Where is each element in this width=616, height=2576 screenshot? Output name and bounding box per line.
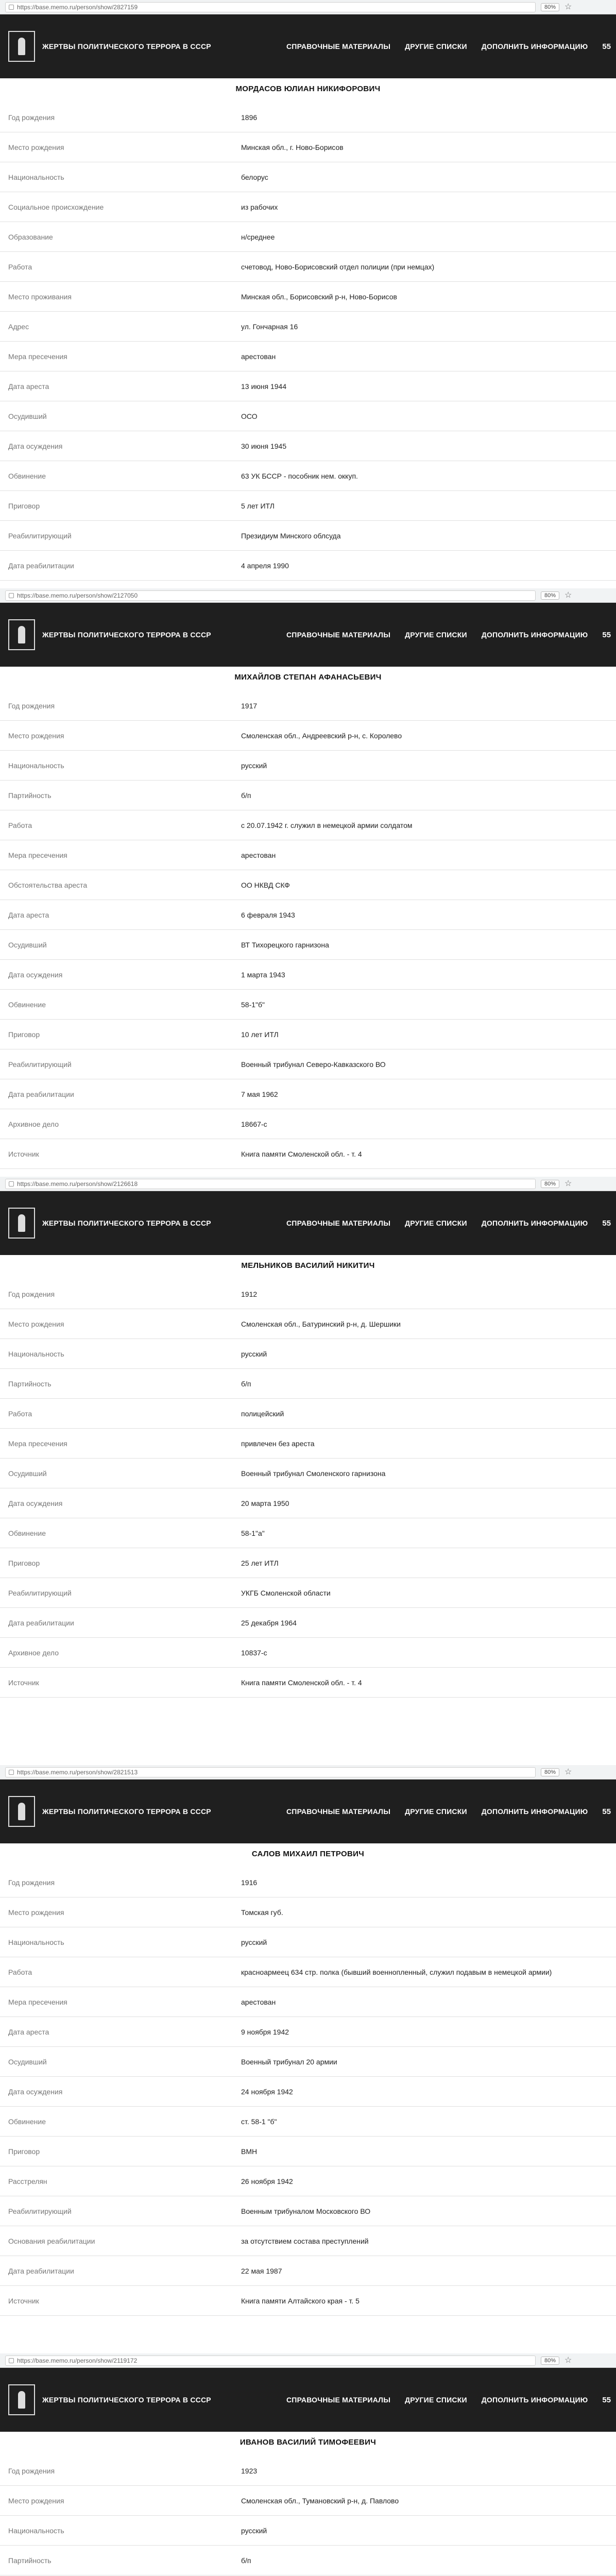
- field-row: [0, 1897, 616, 1927]
- field-value: Президиум Минского облсуда: [241, 531, 341, 540]
- nav-link[interactable]: СПРАВОЧНЫЕ МАТЕРИАЛЫ: [286, 2396, 391, 2404]
- nav-overflow-item[interactable]: 55: [602, 630, 611, 639]
- field-row: [0, 1578, 616, 1608]
- field-label: Место рождения: [8, 1319, 64, 1328]
- lock-icon: [9, 1181, 14, 1187]
- field-value: 10837-с: [241, 1648, 267, 1657]
- memorial-logo[interactable]: [8, 2384, 35, 2415]
- field-row: [0, 1369, 616, 1399]
- field-row: [0, 2047, 616, 2077]
- field-value: б/п: [241, 1379, 251, 1388]
- main-nav: [286, 14, 611, 78]
- field-value: б/п: [241, 791, 251, 800]
- field-row: [0, 1109, 616, 1139]
- field-label: Год рождения: [8, 2466, 55, 2475]
- browser-toolbar: [0, 0, 616, 14]
- field-label: Основания реабилитации: [8, 2236, 95, 2245]
- browser-toolbar: [0, 588, 616, 603]
- field-value: 25 лет ИТЛ: [241, 1558, 279, 1567]
- field-value: Книга памяти Алтайского края - т. 5: [241, 2296, 360, 2305]
- field-value: за отсутствием состава преступлений: [241, 2236, 369, 2245]
- field-row: [0, 2017, 616, 2047]
- candle-figure-icon: [18, 626, 25, 643]
- field-value: ст. 58-1 "б": [241, 2117, 277, 2126]
- field-value: арестован: [241, 851, 276, 859]
- field-label: Реабилитирующий: [8, 2207, 72, 2215]
- person-record-screenshot: [0, 1765, 616, 2353]
- field-label: Архивное дело: [8, 1648, 59, 1657]
- field-value: 18667-с: [241, 1120, 267, 1128]
- field-value: арестован: [241, 352, 276, 361]
- nav-link[interactable]: ДРУГИЕ СПИСКИ: [405, 631, 467, 639]
- zoom-level-badge[interactable]: 80%: [541, 1180, 559, 1188]
- field-label: Дата ареста: [8, 2027, 49, 2036]
- field-label: Мера пресечения: [8, 851, 67, 859]
- address-url[interactable]: https://base.memo.ru/person/show/2127050: [17, 591, 138, 599]
- field-row: [0, 1927, 616, 1957]
- field-value: 7 мая 1962: [241, 1090, 278, 1098]
- address-url[interactable]: https://base.memo.ru/person/show/2827159: [17, 3, 138, 11]
- nav-link[interactable]: ДОПОЛНИТЬ ИНФОРМАЦИЮ: [481, 2396, 588, 2404]
- bookmark-star-icon[interactable]: ☆: [564, 590, 572, 600]
- person-record-screenshot: [0, 0, 616, 588]
- field-value: ул. Гончарная 16: [241, 322, 298, 331]
- nav-link[interactable]: СПРАВОЧНЫЕ МАТЕРИАЛЫ: [286, 42, 391, 50]
- field-label: Дата осуждения: [8, 970, 63, 979]
- field-value: счетовод, Ново-Борисовский отдел полиции (при немцах): [241, 262, 435, 271]
- field-value: 63 УК БССР - пособник нем. оккуп.: [241, 471, 358, 480]
- field-value: из рабочих: [241, 202, 278, 211]
- lock-icon: [9, 593, 14, 598]
- field-label: Место рождения: [8, 731, 64, 740]
- field-row: [0, 1339, 616, 1369]
- main-nav: [286, 2368, 611, 2432]
- field-row: [0, 840, 616, 870]
- field-row: [0, 751, 616, 781]
- field-row: [0, 2077, 616, 2107]
- nav-link[interactable]: ДОПОЛНИТЬ ИНФОРМАЦИЮ: [481, 631, 588, 639]
- address-bar[interactable]: [5, 2355, 536, 2366]
- field-label: Партийность: [8, 1379, 52, 1388]
- field-label: Мера пресечения: [8, 1439, 67, 1448]
- field-value: привлечен без ареста: [241, 1439, 315, 1448]
- site-header: [0, 14, 616, 78]
- field-row: [0, 900, 616, 930]
- field-row: [0, 431, 616, 461]
- field-value: 1 марта 1943: [241, 970, 285, 979]
- field-row: [0, 192, 616, 222]
- field-row: [0, 252, 616, 282]
- person-record-screenshot: [0, 588, 616, 1177]
- field-row: [0, 2516, 616, 2546]
- nav-link[interactable]: СПРАВОЧНЫЕ МАТЕРИАЛЫ: [286, 1807, 391, 1816]
- field-row: [0, 162, 616, 192]
- address-bar[interactable]: [5, 590, 536, 601]
- main-nav: [286, 1780, 611, 1843]
- field-label: Источник: [8, 1678, 39, 1687]
- field-value: арестован: [241, 1997, 276, 2006]
- zoom-level-badge[interactable]: 80%: [541, 1768, 559, 1776]
- field-row: [0, 2456, 616, 2486]
- site-name[interactable]: ЖЕРТВЫ ПОЛИТИЧЕСКОГО ТЕРРОРА В СССР: [42, 631, 211, 639]
- field-label: Год рождения: [8, 701, 55, 710]
- field-value: н/среднее: [241, 232, 275, 241]
- site-name[interactable]: ЖЕРТВЫ ПОЛИТИЧЕСКОГО ТЕРРОРА В СССР: [42, 1807, 211, 1816]
- field-label: Мера пресечения: [8, 352, 67, 361]
- field-label: Год рождения: [8, 113, 55, 122]
- field-row: [0, 551, 616, 581]
- person-record-screenshot: [0, 1177, 616, 1765]
- field-value: ОО НКВД СКФ: [241, 880, 290, 889]
- site-header: [0, 1780, 616, 1843]
- zoom-level-badge[interactable]: 80%: [541, 591, 559, 600]
- field-row: [0, 1638, 616, 1668]
- field-label: Источник: [8, 2296, 39, 2305]
- field-label: Реабилитирующий: [8, 1588, 72, 1597]
- field-row: [0, 222, 616, 252]
- field-value: 1912: [241, 1290, 258, 1298]
- field-label: Год рождения: [8, 1878, 55, 1887]
- candle-figure-icon: [18, 2391, 25, 2409]
- field-label: Осудивший: [8, 1469, 47, 1478]
- field-value: 1917: [241, 701, 258, 710]
- field-value: УКГБ Смоленской области: [241, 1588, 331, 1597]
- lock-icon: [9, 1770, 14, 1775]
- field-row: [0, 2166, 616, 2196]
- field-label: Обвинение: [8, 1529, 46, 1537]
- site-name[interactable]: ЖЕРТВЫ ПОЛИТИЧЕСКОГО ТЕРРОРА В СССР: [42, 2396, 211, 2404]
- nav-overflow-item[interactable]: 55: [602, 1218, 611, 1228]
- zoom-level-badge[interactable]: 80%: [541, 3, 559, 11]
- person-name: ИВАНОВ ВАСИЛИЙ ТИМОФЕЕВИЧ: [239, 2438, 377, 2447]
- person-name: МОРДАСОВ ЮЛИАН НИКИФОРОВИЧ: [235, 84, 381, 93]
- field-label: Дата ареста: [8, 910, 49, 919]
- bookmark-star-icon[interactable]: ☆: [564, 2355, 572, 2365]
- field-row: [0, 870, 616, 900]
- address-bar[interactable]: [5, 1179, 536, 1189]
- field-label: Работа: [8, 821, 32, 829]
- field-label: Партийность: [8, 2556, 52, 2565]
- field-row: [0, 2137, 616, 2166]
- field-value: Минская обл., г. Ново-Борисов: [241, 143, 344, 151]
- field-value: 1916: [241, 1878, 258, 1887]
- address-bar[interactable]: [5, 1767, 536, 1777]
- field-label: Обвинение: [8, 2117, 46, 2126]
- field-row: [0, 461, 616, 491]
- field-label: Год рождения: [8, 1290, 55, 1298]
- field-row: [0, 930, 616, 960]
- nav-overflow-item[interactable]: 55: [602, 42, 611, 51]
- field-value: Книга памяти Смоленской обл. - т. 4: [241, 1678, 362, 1687]
- field-row: [0, 1020, 616, 1049]
- candle-figure-icon: [18, 38, 25, 55]
- field-value: Смоленская обл., Тумановский р-н, д. Павлово: [241, 2496, 399, 2505]
- field-row: [0, 401, 616, 431]
- field-label: Место рождения: [8, 143, 64, 151]
- field-label: Обвинение: [8, 1000, 46, 1009]
- field-row: [0, 990, 616, 1020]
- site-name[interactable]: ЖЕРТВЫ ПОЛИТИЧЕСКОГО ТЕРРОРА В СССР: [42, 42, 211, 50]
- field-row: [0, 2196, 616, 2226]
- field-label: Обстоятельства ареста: [8, 880, 88, 889]
- field-value: красноармеец 634 стр. полка (бывший военнопленный, служил подавым в немецкой армии): [241, 1968, 552, 1976]
- field-value: ВМН: [241, 2147, 258, 2156]
- candle-figure-icon: [18, 1803, 25, 1820]
- field-value: Томская губ.: [241, 1908, 283, 1917]
- field-label: Приговор: [8, 1558, 40, 1567]
- field-value: 58-1"б": [241, 1000, 265, 1009]
- field-label: Дата осуждения: [8, 1499, 63, 1507]
- field-label: Дата реабилитации: [8, 1090, 74, 1098]
- field-row: [0, 1548, 616, 1578]
- field-value: русский: [241, 2526, 267, 2535]
- field-value: 6 февраля 1943: [241, 910, 295, 919]
- field-label: Адрес: [8, 322, 29, 331]
- nav-link[interactable]: ДРУГИЕ СПИСКИ: [405, 2396, 467, 2404]
- field-value: 13 июня 1944: [241, 382, 287, 391]
- field-value: б/п: [241, 2556, 251, 2565]
- field-label: Место рождения: [8, 2496, 64, 2505]
- field-value: Военный трибунал Смоленского гарнизона: [241, 1469, 386, 1478]
- site-name[interactable]: ЖЕРТВЫ ПОЛИТИЧЕСКОГО ТЕРРОРА В СССР: [42, 1219, 211, 1227]
- field-row: [0, 312, 616, 342]
- field-row: [0, 521, 616, 551]
- field-value: 22 мая 1987: [241, 2266, 282, 2275]
- zoom-level-badge[interactable]: 80%: [541, 2357, 559, 2365]
- nav-link[interactable]: ДОПОЛНИТЬ ИНФОРМАЦИЮ: [481, 42, 588, 50]
- person-name: МИХАЙЛОВ СТЕПАН АФАНАСЬЕВИЧ: [234, 673, 382, 682]
- address-url[interactable]: https://base.memo.ru/person/show/2821513: [17, 1768, 138, 1776]
- field-label: Источник: [8, 1149, 39, 1158]
- field-label: Осудивший: [8, 412, 47, 420]
- site-header: [0, 2368, 616, 2432]
- field-label: Осудивший: [8, 2057, 47, 2066]
- field-label: Дата осуждения: [8, 2087, 63, 2096]
- field-label: Работа: [8, 262, 32, 271]
- nav-link[interactable]: СПРАВОЧНЫЕ МАТЕРИАЛЫ: [286, 631, 391, 639]
- field-label: Приговор: [8, 501, 40, 510]
- site-header: [0, 603, 616, 667]
- candle-figure-icon: [18, 1214, 25, 1232]
- field-value: русский: [241, 1938, 267, 1946]
- person-name: МЕЛЬНИКОВ ВАСИЛИЙ НИКИТИЧ: [241, 1261, 375, 1270]
- bookmark-star-icon[interactable]: ☆: [564, 2, 572, 11]
- field-row: [0, 1459, 616, 1488]
- field-value: Смоленская обл., Андреевский р-н, с. Королево: [241, 731, 402, 740]
- field-label: Место проживания: [8, 292, 72, 301]
- memorial-logo[interactable]: [8, 1796, 35, 1827]
- field-row: [0, 960, 616, 990]
- nav-overflow-item[interactable]: 55: [602, 2395, 611, 2404]
- field-row: [0, 810, 616, 840]
- lock-icon: [9, 2358, 14, 2363]
- field-label: Работа: [8, 1409, 32, 1418]
- field-value: 30 июня 1945: [241, 442, 287, 450]
- field-label: Место рождения: [8, 1908, 64, 1917]
- field-value: 58-1"а": [241, 1529, 265, 1537]
- field-value: 26 ноября 1942: [241, 2177, 293, 2185]
- nav-link[interactable]: ДРУГИЕ СПИСКИ: [405, 1807, 467, 1816]
- memorial-logo[interactable]: [8, 1208, 35, 1239]
- field-row: [0, 371, 616, 401]
- field-label: Обвинение: [8, 471, 46, 480]
- nav-link[interactable]: СПРАВОЧНЫЕ МАТЕРИАЛЫ: [286, 1219, 391, 1227]
- field-value: ОСО: [241, 412, 258, 420]
- browser-toolbar: [0, 1177, 616, 1191]
- browser-toolbar: [0, 2353, 616, 2368]
- nav-link[interactable]: ДРУГИЕ СПИСКИ: [405, 1219, 467, 1227]
- field-row: [0, 1429, 616, 1459]
- field-value: 25 декабря 1964: [241, 1618, 297, 1627]
- nav-overflow-item[interactable]: 55: [602, 1807, 611, 1816]
- field-value: 24 ноября 1942: [241, 2087, 293, 2096]
- field-value: 1896: [241, 113, 258, 122]
- main-nav: [286, 603, 611, 667]
- person-record-screenshot: [0, 2353, 616, 2576]
- field-value: Смоленская обл., Батуринский р-н, д. Шершики: [241, 1319, 401, 1328]
- field-value: Книга памяти Смоленской обл. - т. 4: [241, 1149, 362, 1158]
- nav-link[interactable]: ДРУГИЕ СПИСКИ: [405, 42, 467, 50]
- field-row: [0, 1957, 616, 1987]
- field-label: Национальность: [8, 173, 64, 181]
- field-row: [0, 1279, 616, 1309]
- main-nav: [286, 1191, 611, 1255]
- field-label: Партийность: [8, 791, 52, 800]
- field-value: Минская обл., Борисовский р-н, Ново-Борисов: [241, 292, 397, 301]
- field-row: [0, 1987, 616, 2017]
- field-label: Национальность: [8, 1349, 64, 1358]
- browser-toolbar: [0, 1765, 616, 1780]
- field-label: Образование: [8, 232, 53, 241]
- field-row: [0, 1049, 616, 1079]
- field-label: Расстрелян: [8, 2177, 47, 2185]
- field-value: белорус: [241, 173, 268, 181]
- field-value: с 20.07.1942 г. служил в немецкой армии солдатом: [241, 821, 413, 829]
- field-value: 1923: [241, 2466, 258, 2475]
- field-row: [0, 132, 616, 162]
- field-row: [0, 1139, 616, 1169]
- field-row: [0, 2107, 616, 2137]
- bookmark-star-icon[interactable]: ☆: [564, 1767, 572, 1776]
- field-label: Социальное происхождение: [8, 202, 104, 211]
- field-row: [0, 2286, 616, 2316]
- field-label: Осудивший: [8, 940, 47, 949]
- field-row: [0, 2256, 616, 2286]
- field-row: [0, 282, 616, 312]
- site-header: [0, 1191, 616, 1255]
- nav-link[interactable]: ДОПОЛНИТЬ ИНФОРМАЦИЮ: [481, 1219, 588, 1227]
- field-row: [0, 491, 616, 521]
- field-row: [0, 103, 616, 132]
- field-row: [0, 1868, 616, 1897]
- field-row: [0, 691, 616, 721]
- field-label: Приговор: [8, 2147, 40, 2156]
- field-row: [0, 581, 616, 588]
- field-row: [0, 1488, 616, 1518]
- field-label: Архивное дело: [8, 1120, 59, 1128]
- field-row: [0, 781, 616, 810]
- field-value: русский: [241, 1349, 267, 1358]
- field-value: Военный трибунал Северо-Кавказского ВО: [241, 1060, 386, 1069]
- field-row: [0, 2546, 616, 2575]
- address-bar[interactable]: [5, 2, 536, 12]
- field-row: [0, 721, 616, 751]
- bookmark-star-icon[interactable]: ☆: [564, 1179, 572, 1188]
- field-row: [0, 1079, 616, 1109]
- field-label: Мера пресечения: [8, 1997, 67, 2006]
- field-label: Дата реабилитации: [8, 561, 74, 570]
- field-row: [0, 1668, 616, 1698]
- field-label: Приговор: [8, 1030, 40, 1039]
- address-url[interactable]: https://base.memo.ru/person/show/2126618: [17, 1180, 138, 1188]
- field-label: Реабилитирующий: [8, 531, 72, 540]
- field-value: ВТ Тихорецкого гарнизона: [241, 940, 329, 949]
- field-value: 9 ноября 1942: [241, 2027, 289, 2036]
- person-name: САЛОВ МИХАИЛ ПЕТРОВИЧ: [251, 1850, 365, 1858]
- field-value: Военный трибунал 20 армии: [241, 2057, 337, 2066]
- lock-icon: [9, 5, 14, 10]
- memorial-logo[interactable]: [8, 31, 35, 62]
- field-row: [0, 1518, 616, 1548]
- field-label: Национальность: [8, 2526, 64, 2535]
- field-label: Дата реабилитации: [8, 2266, 74, 2275]
- nav-link[interactable]: ДОПОЛНИТЬ ИНФОРМАЦИЮ: [481, 1807, 588, 1816]
- field-value: русский: [241, 761, 267, 770]
- field-value: 20 марта 1950: [241, 1499, 289, 1507]
- address-url[interactable]: https://base.memo.ru/person/show/2119172: [17, 2357, 138, 2364]
- field-row: [0, 1399, 616, 1429]
- memorial-logo[interactable]: [8, 619, 35, 650]
- field-value: 5 лет ИТЛ: [241, 501, 275, 510]
- field-row: [0, 2226, 616, 2256]
- field-label: Дата ареста: [8, 382, 49, 391]
- field-row: [0, 342, 616, 371]
- field-row: [0, 2486, 616, 2516]
- field-label: Дата реабилитации: [8, 1618, 74, 1627]
- field-label: Дата осуждения: [8, 442, 63, 450]
- field-label: Реабилитирующий: [8, 1060, 72, 1069]
- field-label: Работа: [8, 1968, 32, 1976]
- field-label: Национальность: [8, 1938, 64, 1946]
- field-value: 10 лет ИТЛ: [241, 1030, 279, 1039]
- field-value: Военным трибуналом Московского ВО: [241, 2207, 371, 2215]
- field-label: Национальность: [8, 761, 64, 770]
- field-value: 4 апреля 1990: [241, 561, 289, 570]
- field-row: [0, 1309, 616, 1339]
- field-value: полицейский: [241, 1409, 284, 1418]
- field-row: [0, 1608, 616, 1638]
